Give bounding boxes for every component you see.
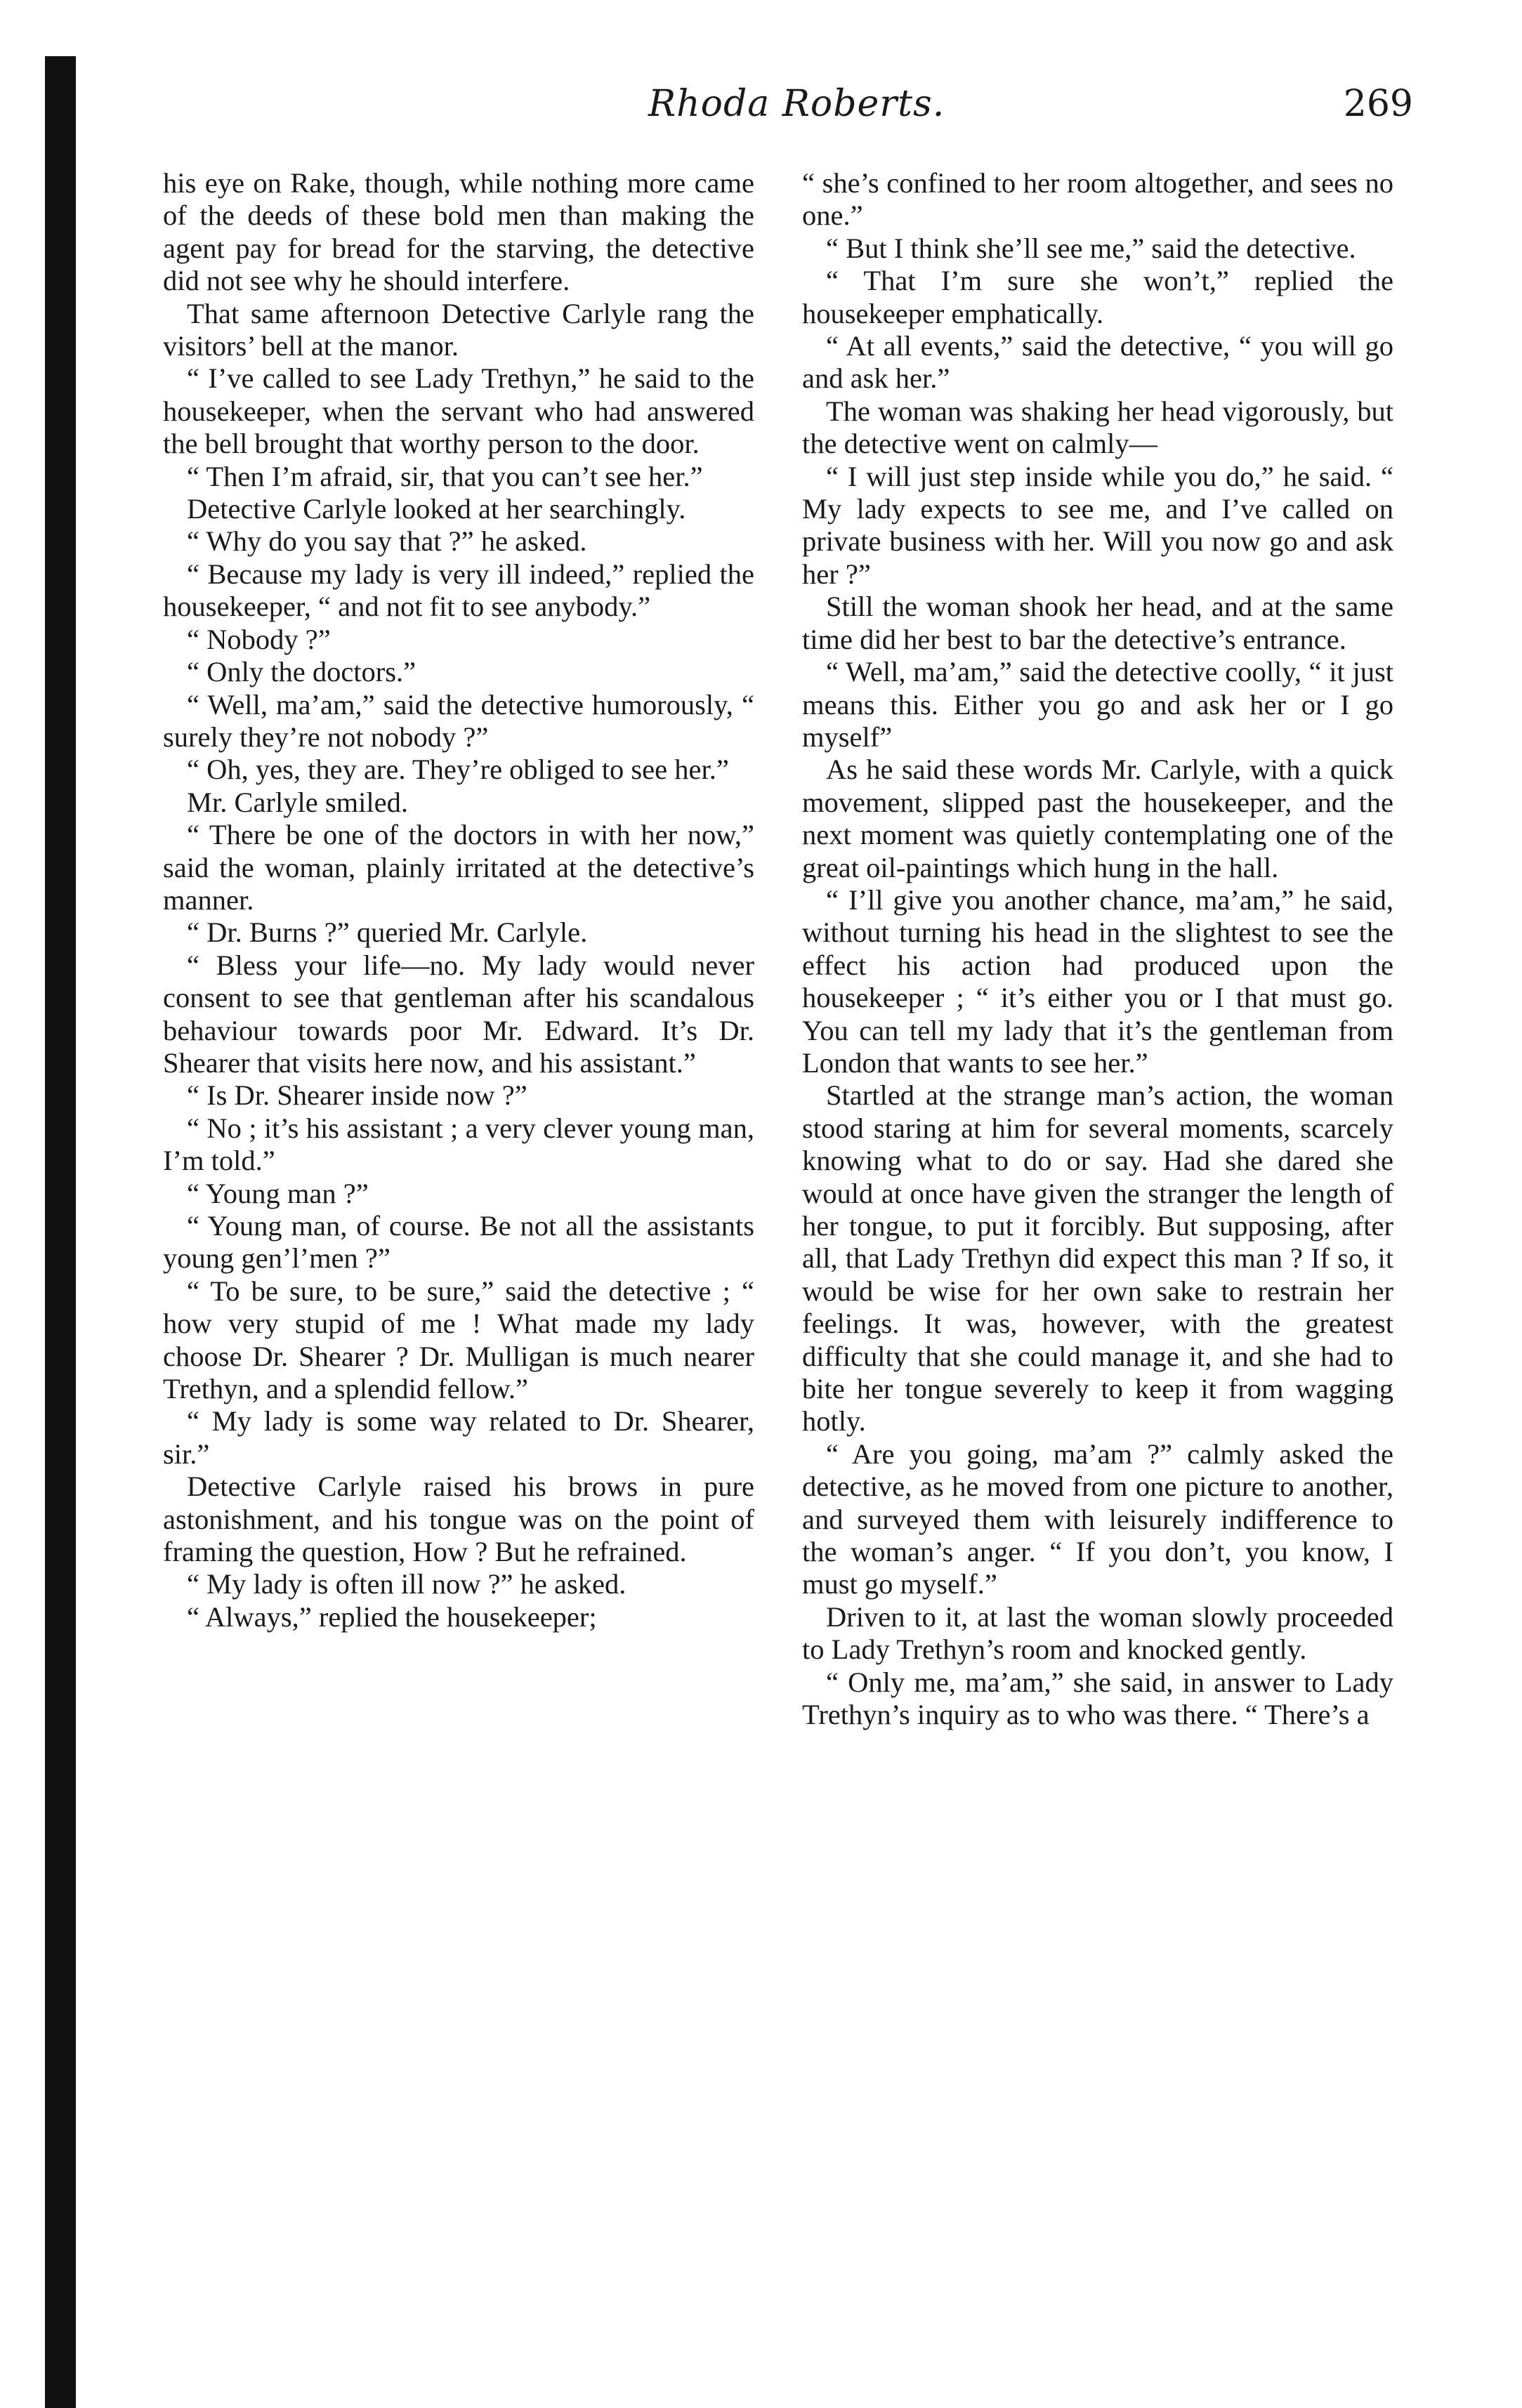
paragraph: “ I will just step inside while you do,” he said. “ My lady expects to see me, and I’ve called on private business with her. Will you now go and ask her ?” [802, 460, 1393, 590]
paragraph: “ Well, ma’am,” said the detective coolly, “ it just means this. Either you go and ask her or I go myself” [802, 656, 1393, 753]
paragraph: “ I’ll give you another chance, ma’am,” he said, without turning his head in the slightest to see the effect his action had produced upon the housekeeper ; “ it’s either you or I that must go. You can tell my lady that it’s the gentleman from London that wants to see her.” [802, 883, 1393, 1079]
paragraph: “ she’s confined to her room altogether, and sees no one.” [802, 167, 1393, 232]
paragraph: “ Because my lady is very ill indeed,” replied the housekeeper, “ and not fit to see anybody.” [163, 558, 754, 623]
paragraph: That same afternoon Detective Carlyle rang the visitors’ bell at the manor. [163, 297, 754, 362]
paragraph: “ Only the doctors.” [187, 656, 416, 688]
right-text-column [802, 167, 1393, 1732]
paragraph: “ Why do you say that ?” he asked. [187, 525, 587, 558]
paragraph: “ Oh, yes, they are. They’re obliged to see her.” [187, 754, 729, 786]
paragraph: Still the woman shook her head, and at the same time did her best to bar the detective’s entrance. [802, 591, 1393, 655]
paragraph: “ At all events,” said the detective, “ you will go and ask her.” [802, 330, 1393, 395]
paragraph: “ I’ve called to see Lady Trethyn,” he said to the housekeeper, when the servant who had answered the bell brought that worthy person to the door. [163, 362, 754, 460]
paragraph: “ Nobody ?” [187, 623, 331, 655]
paragraph: “ No ; it’s his assistant ; a very clever young man, I’m told.” [163, 1112, 754, 1177]
paragraph: Driven to it, at last the woman slowly proceeded to Lady Trethyn’s room and knocked gently. [802, 1600, 1393, 1666]
paragraph: “ My lady is some way related to Dr. Shearer, sir.” [163, 1405, 754, 1470]
paragraph: “ Dr. Burns ?” queried Mr. Carlyle. [187, 916, 588, 949]
paragraph: As he said these words Mr. Carlyle, with a quick movement, slipped past the housekeeper, and the next moment was quietly contemplating one of the great oil-paintings which hung in the hall. [802, 754, 1393, 883]
paragraph: Detective Carlyle looked at her searchingly. [187, 493, 686, 525]
paragraph: “ Is Dr. Shearer inside now ?” [187, 1079, 527, 1112]
paragraph: Detective Carlyle raised his brows in pure astonishment, and his tongue was on the point of framing the question, How ? But he refrained. [163, 1471, 754, 1568]
paragraph: “ There be one of the doctors in with her now,” said the woman, plainly irritated at the detective’s manner. [163, 819, 754, 916]
page-number: 269 [1343, 83, 1413, 125]
paragraph: “ To be sure, to be sure,” said the detective ; “ how very stupid of me ! What made my lady choose Dr. Shearer ? Dr. Mulligan is much nearer Trethyn, and a splendid fellow.” [163, 1275, 754, 1405]
paragraph: “ Young man ?” [187, 1177, 369, 1209]
paragraph: “ My lady is often ill now ?” he asked. [187, 1568, 626, 1600]
paragraph: “ Then I’m afraid, sir, that you can’t see her.” [187, 460, 703, 492]
paragraph: “ That I’m sure she won’t,” replied the housekeeper emphatically. [802, 265, 1393, 329]
paragraph: “ Young man, of course. Be not all the assistants young gen’l’men ?” [163, 1210, 754, 1275]
page-binding-shadow [45, 56, 76, 2408]
paragraph: his eye on Rake, though, while nothing more came of the deeds of these bold men than making the agent pay for bread for the starving, the detective did not see why he should interfere. [163, 167, 754, 297]
paragraph: “ Well, ma’am,” said the detective humorously, “ surely they’re not nobody ?” [163, 688, 754, 753]
left-text-column [163, 167, 754, 1633]
paragraph: Mr. Carlyle smiled. [187, 786, 408, 818]
paragraph: “ Only me, ma’am,” she said, in answer to Lady Trethyn’s inquiry as to who was there. “ There’s a [802, 1666, 1393, 1731]
paragraph: “ Bless your life—no. My lady would never consent to see that gentleman after his scandalous behaviour towards poor Mr. Edward. It’s Dr. Shearer that visits here now, and his assistant.” [163, 949, 754, 1079]
running-header [162, 83, 1413, 146]
running-title: Rhoda Roberts. [648, 83, 945, 125]
paragraph: “ Are you going, ma’am ?” calmly asked the detective, as he moved from one picture to another, and surveyed them with leisurely indifference to the woman’s anger. “ If you don’t, you know, I must go myself.” [802, 1437, 1393, 1600]
paragraph: Startled at the strange man’s action, the woman stood staring at him for several moments, scarcely knowing what to do or say. Had she dared she would at once have given the stranger the length of her tongue, to put it forcibly. But supposing, after all, that Lady Trethyn did expect this man ? If so, it would be wise for her own sake to restrain her feelings. It was, however, with the greatest difficulty that she could manage it, and she had to bite her tongue severely to keep it from wagging hotly. [802, 1079, 1393, 1437]
paragraph: “ But I think she’ll see me,” said the detective. [826, 232, 1356, 264]
paragraph: The woman was shaking her head vigorously, but the detective went on calmly— [802, 395, 1393, 460]
paragraph: “ Always,” replied the housekeeper; [187, 1600, 597, 1633]
